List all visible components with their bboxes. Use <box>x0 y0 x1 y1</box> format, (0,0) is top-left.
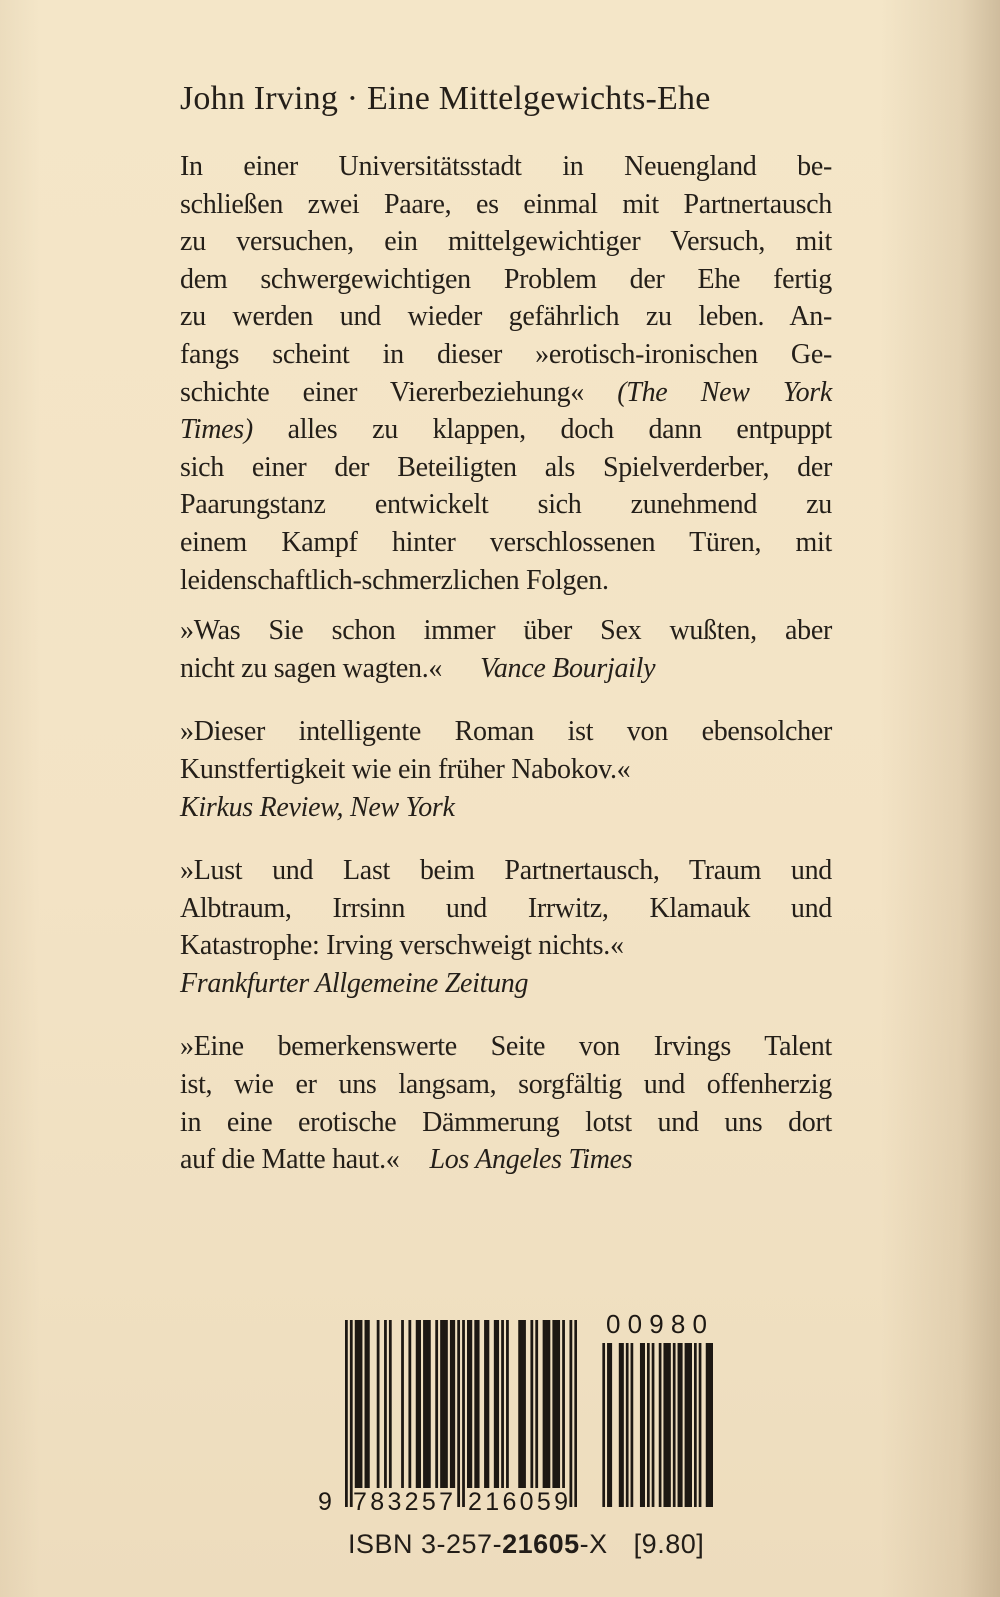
bar <box>494 1320 497 1488</box>
quote-attribution: Vance Bourjaily <box>480 652 656 684</box>
text-line <box>180 612 832 650</box>
bar <box>640 1343 643 1507</box>
text-line <box>180 298 832 336</box>
press-quote-2 <box>180 713 832 826</box>
bar <box>416 1320 419 1488</box>
text-segment: dem schwergewichtigen Problem der Ehe fertig <box>180 263 832 295</box>
blurb-paragraph <box>180 148 832 599</box>
text-line <box>180 524 832 562</box>
text-segment: einem Kampf hinter verschlossenen Türen, mit <box>180 526 832 558</box>
bar <box>673 1343 676 1507</box>
text-line <box>180 1066 832 1104</box>
bar <box>457 1320 460 1507</box>
bar <box>659 1343 662 1507</box>
digit: 9 <box>649 1309 664 1339</box>
text-line <box>180 486 832 524</box>
bar <box>607 1343 610 1507</box>
bar <box>647 1343 650 1507</box>
bar <box>652 1343 655 1507</box>
text-line <box>180 1104 832 1142</box>
bar <box>552 1320 555 1488</box>
isbn-prefix: ISBN 3-257- <box>348 1529 503 1559</box>
text-segment: fangs scheint in dieser »erotisch-ironischen Ge- <box>180 338 832 370</box>
text-segment: Paarungstanz entwickelt sich zunehmend zu <box>180 489 832 521</box>
bar <box>408 1320 411 1488</box>
digit: 5 <box>421 1488 436 1516</box>
bar <box>642 1343 645 1507</box>
bar <box>443 1320 446 1488</box>
bar <box>535 1320 538 1488</box>
bar <box>350 1320 353 1507</box>
bar <box>521 1320 524 1488</box>
bar <box>401 1320 404 1488</box>
digit: 2 <box>468 1488 482 1516</box>
text-line <box>180 751 832 789</box>
text-line <box>180 890 832 928</box>
bar <box>678 1343 681 1507</box>
digit: 3 <box>387 1488 402 1516</box>
bar <box>543 1320 546 1488</box>
bar <box>477 1320 480 1488</box>
text-segment: Katastrophe: Irving verschweigt nichts.« <box>180 930 624 962</box>
bar <box>440 1320 443 1488</box>
ean13-first-digit: 9 <box>318 1488 332 1516</box>
bar <box>423 1320 426 1488</box>
bar <box>710 1343 713 1507</box>
text-line <box>180 650 832 688</box>
text-line <box>180 713 832 751</box>
text-line <box>180 449 832 487</box>
bar <box>631 1343 634 1507</box>
quote-attribution: Times) <box>180 414 253 446</box>
bar <box>555 1320 558 1488</box>
bar <box>360 1320 363 1488</box>
bar <box>687 1343 690 1507</box>
bar <box>548 1320 551 1488</box>
bar <box>435 1320 438 1488</box>
text-segment: Albtraum, Irrsinn und Irrwitz, Klamauk und <box>180 892 832 924</box>
bar <box>530 1320 533 1488</box>
bar <box>389 1320 392 1488</box>
digit: 1 <box>485 1488 500 1516</box>
bar <box>557 1320 560 1488</box>
text-line <box>180 789 832 827</box>
text-column <box>180 148 832 1179</box>
text-line <box>180 261 832 299</box>
bar <box>426 1320 429 1488</box>
digit: 2 <box>404 1488 419 1516</box>
text-segment: alles zu klappen, doch dann entpuppt <box>252 414 832 446</box>
bar <box>518 1320 521 1488</box>
isbn-suffix: -X <box>579 1529 608 1559</box>
text-line <box>180 852 832 890</box>
text-segment: auf die Matte haut.« <box>180 1144 400 1176</box>
press-quote-4 <box>180 1028 832 1178</box>
ean5-addon-barcode <box>600 1343 713 1507</box>
bar <box>621 1343 624 1507</box>
bar <box>365 1320 368 1488</box>
bar <box>626 1343 629 1507</box>
text-line <box>180 223 832 261</box>
bar <box>367 1320 370 1488</box>
bar <box>496 1320 499 1488</box>
text-segment: schließen zwei Paare, es einmal mit Partnertausch <box>180 188 832 220</box>
price: [9.80] <box>633 1529 705 1559</box>
bar <box>689 1343 692 1507</box>
bar <box>357 1320 360 1488</box>
bar <box>501 1320 504 1488</box>
text-line <box>180 411 832 449</box>
digit: 0 <box>692 1309 707 1339</box>
bar <box>569 1320 572 1507</box>
bar <box>445 1320 448 1488</box>
text-line <box>180 562 832 600</box>
bar <box>462 1320 465 1507</box>
bar <box>685 1343 688 1507</box>
digit: 9 <box>554 1488 568 1516</box>
text-segment: sich einer der Beteiligten als Spielverderber, der <box>180 451 832 483</box>
text-segment: »Was Sie schon immer über Sex wußten, aber <box>180 615 832 647</box>
bar <box>694 1343 697 1507</box>
bar <box>523 1320 526 1488</box>
digit: 5 <box>536 1488 551 1516</box>
bar <box>384 1320 387 1488</box>
isbn-number-bold: 21605 <box>502 1529 580 1559</box>
ean13-barcode <box>345 1320 577 1515</box>
text-segment: schichte einer Viererbeziehung« <box>180 376 618 408</box>
digit: 0 <box>627 1309 643 1339</box>
digit: 8 <box>670 1309 686 1339</box>
quote-attribution: Los Angeles Times <box>429 1144 633 1176</box>
bar <box>355 1320 358 1488</box>
bar <box>467 1320 470 1488</box>
digit: 7 <box>439 1488 453 1516</box>
bar <box>663 1343 666 1507</box>
press-quote-3 <box>180 852 832 1002</box>
text-segment: leidenschaftlich-schmerzlichen Folgen. <box>180 564 609 596</box>
text-line <box>180 148 832 186</box>
bar <box>619 1343 622 1507</box>
text-segment: »Eine bemerkenswerte Seite von Irvings Talent <box>180 1031 832 1063</box>
book-title: John Irving · Eine Mittelgewichts-Ehe <box>180 80 711 117</box>
text-segment: Kunstfertigkeit wie ein früher Nabokov.« <box>180 753 631 785</box>
digit: 0 <box>519 1488 534 1516</box>
press-quote-1 <box>180 612 832 687</box>
bar <box>469 1320 472 1488</box>
digit: 6 <box>502 1488 517 1516</box>
text-line <box>180 374 832 412</box>
quote-attribution: Frankfurter Allgemeine Zeitung <box>180 967 529 999</box>
bar <box>609 1343 612 1507</box>
bar <box>545 1320 548 1488</box>
quote-attribution: Kirkus Review, New York <box>180 791 455 823</box>
text-line <box>180 336 832 374</box>
bar <box>708 1343 711 1507</box>
text-line <box>180 1028 832 1066</box>
bar <box>680 1343 683 1507</box>
addon-number <box>600 1309 713 1339</box>
digit: 0 <box>606 1309 621 1339</box>
text-segment: »Dieser intelligente Roman ist von ebensolcher <box>180 716 832 748</box>
bar <box>450 1320 453 1488</box>
text-segment: »Lust und Last beim Partnertausch, Traum und <box>180 855 832 887</box>
bar <box>428 1320 431 1488</box>
bar <box>668 1343 671 1507</box>
barcode-section <box>318 1309 725 1522</box>
bar <box>706 1343 709 1507</box>
bar <box>484 1320 487 1488</box>
bar <box>602 1343 605 1507</box>
text-segment: in eine erotische Dämmerung lotst und uns dort <box>180 1106 832 1138</box>
bar <box>666 1343 669 1507</box>
bar <box>699 1343 702 1507</box>
text-segment: ist, wie er uns langsam, sorgfältig und offenherzig <box>180 1069 832 1101</box>
digit: 8 <box>370 1488 385 1516</box>
ean13-digits-right <box>468 1488 568 1516</box>
text-line <box>180 1141 832 1179</box>
bar <box>487 1320 490 1488</box>
bar <box>474 1320 477 1488</box>
bar <box>345 1320 348 1507</box>
text-line <box>180 965 832 1003</box>
bar <box>377 1320 380 1488</box>
text-segment: nicht zu sagen wagten.« <box>180 652 443 684</box>
text-line <box>180 186 832 224</box>
text-line <box>180 927 832 965</box>
digit: 7 <box>353 1488 367 1516</box>
bar <box>574 1320 577 1507</box>
quote-attribution: (The New York <box>617 376 833 408</box>
bar <box>562 1320 565 1488</box>
text-segment: zu werden und wieder gefährlich zu leben. An- <box>180 301 832 333</box>
bar <box>418 1320 421 1488</box>
text-segment: zu versuchen, ein mittelgewichtiger Versuch, mit <box>180 226 832 258</box>
text-segment: In einer Universitätsstadt in Neuengland be- <box>180 151 832 182</box>
bar <box>506 1320 509 1488</box>
isbn-line <box>348 1529 704 1560</box>
ean13-digits-left <box>353 1488 453 1516</box>
bar <box>452 1320 455 1488</box>
